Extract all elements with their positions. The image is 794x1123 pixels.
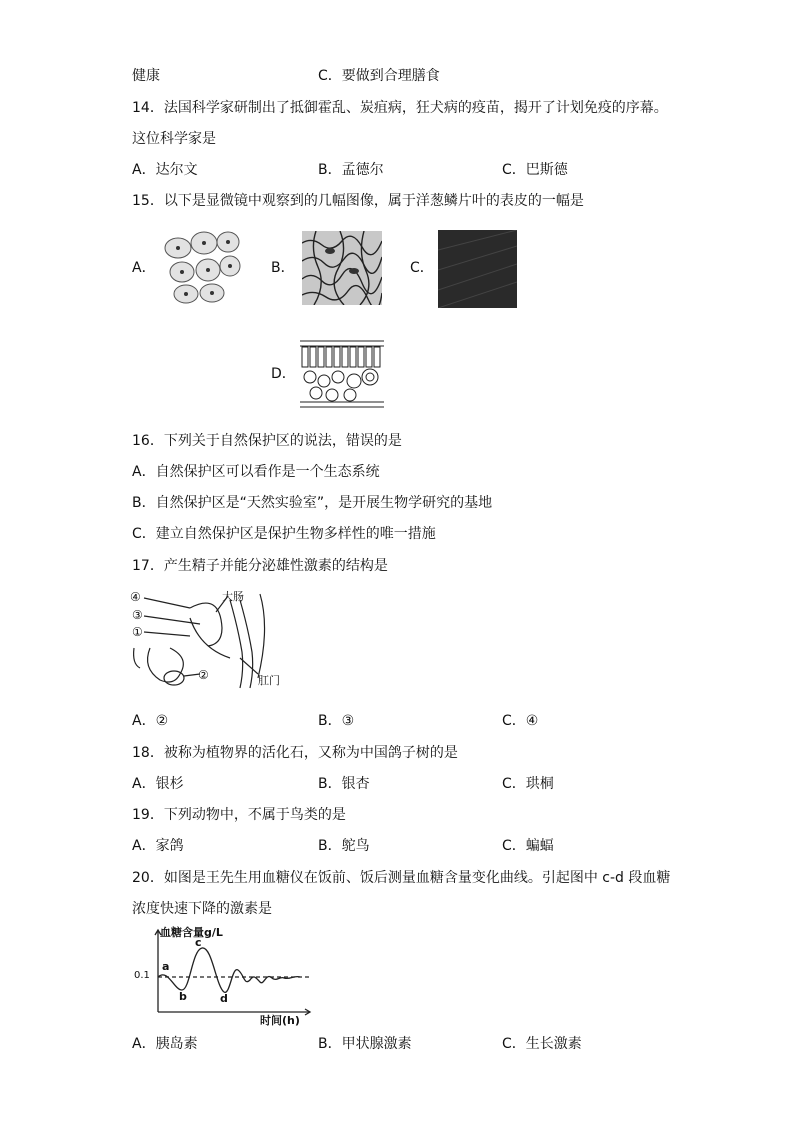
q20-stem: 20．如图是王先生用血糖仪在饭前、饭后测量血糖含量变化曲线。引起图中 c-d 段血糖 [132,870,671,886]
q15-stem: 15．以下是显微镜中观察到的几幅图像，属于洋葱鳞片叶的表皮的一幅是 [132,193,584,209]
point-a: a [162,960,170,973]
q18-stem: 18．被称为植物界的活化石，又称为中国鸽子树的是 [132,745,458,761]
q19-option-a: A．家鸽 [132,838,184,854]
label-anus: 肛门 [258,674,280,687]
q16-option-c: C．建立自然保护区是保护生物多样性的唯一措施 [132,526,436,542]
blood-sugar-chart [134,926,316,1026]
q19-stem: 19．下列动物中，不属于鸟类的是 [132,807,346,823]
q15-label-a: A． [132,260,156,276]
q19-option-c: C．蝙蝠 [502,838,554,854]
q14-option-a: A．达尔文 [132,162,198,178]
q14-stem-cont: 这位科学家是 [132,131,216,147]
chart-ylabel: 血糖含量g/L [160,926,223,939]
q19-option-b: B．鸵鸟 [318,838,370,854]
q17-option-b: B．③ [318,713,355,729]
q18-option-c: C．珙桐 [502,776,554,792]
point-c: c [195,936,202,949]
q15-label-c: C． [410,260,434,276]
dark-tissue-image [438,230,517,308]
q20-option-c: C．生长激素 [502,1036,582,1052]
label-1: ① [132,625,143,639]
q17-option-c: C．④ [502,713,539,729]
male-reproductive-diagram [130,588,280,694]
q14-stem: 14．法国科学家研制出了抵御霍乱、炭疽病，狂犬病的疫苗，揭开了计划免疫的序幕。 [132,100,668,116]
q16-stem: 16．下列关于自然保护区的说法，错误的是 [132,433,402,449]
q16-option-a: A．自然保护区可以看作是一个生态系统 [132,464,380,480]
q20-stem-cont: 浓度快速下降的激素是 [132,901,272,917]
point-b: b [179,990,187,1003]
q17-option-a: A．② [132,713,169,729]
point-d: d [220,992,228,1005]
leaf-epidermis-image [302,231,382,305]
label-4: ④ [130,590,141,604]
chart-xlabel: 时间(h) [260,1014,300,1027]
chart-baseline-label: 0.1 [134,970,150,981]
q16-option-b: B．自然保护区是“天然实验室”，是开展生物学研究的基地 [132,495,493,511]
q14-option-b: B．孟德尔 [318,162,384,178]
q14-option-c: C．巴斯德 [502,162,568,178]
q20-option-b: B．甲状腺激素 [318,1036,412,1052]
q17-stem: 17．产生精子并能分泌雄性激素的结构是 [132,558,388,574]
q18-option-b: B．银杏 [318,776,370,792]
leaf-cross-section-image [300,337,384,410]
cheek-cells-image [160,228,242,306]
label-3: ③ [132,608,143,622]
q18-option-a: A．银杉 [132,776,184,792]
prev-option-a: 健康 [132,68,160,84]
label-2: ② [198,668,209,682]
prev-option-c: C．要做到合理膳食 [318,68,440,84]
label-large-intestine: 大肠 [222,590,244,603]
q15-label-b: B． [271,260,295,276]
q15-label-d: D． [271,366,296,382]
q20-option-a: A．胰岛素 [132,1036,198,1052]
